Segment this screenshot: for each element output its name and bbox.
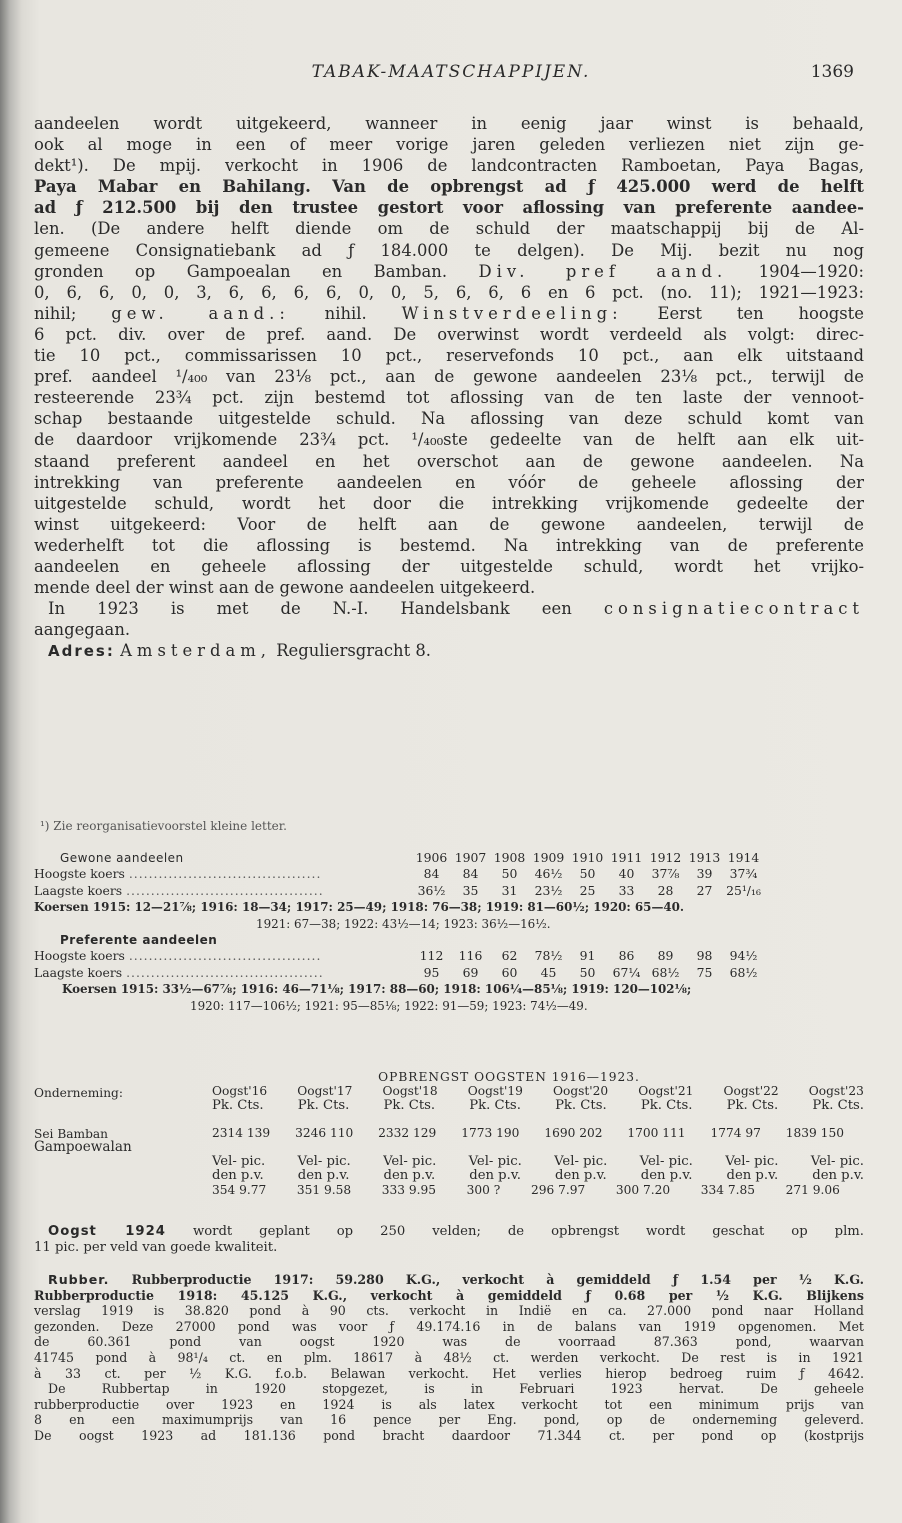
- value-cell: 28: [657, 882, 674, 898]
- value-col: 1700 111: [627, 1126, 686, 1141]
- body-line: dekt¹). De mpij. verkocht in 1906 de landcontracten Ramboetan, Paya Bagas,: [34, 156, 864, 176]
- value-col: 1690 202: [544, 1126, 603, 1141]
- value-cell: 46½: [534, 866, 563, 882]
- rubber-text: Rubberproductie 1917: 59.280 K.G., verkocht à gemiddeld ƒ 1.54 per ½ K.G.: [131, 1272, 865, 1287]
- oogst-col: Oogst'19: [467, 1084, 523, 1099]
- unit-col: Vel- pic.: [297, 1153, 351, 1169]
- unit-col: Pk. Cts.: [812, 1097, 864, 1113]
- value-cell: 68½: [651, 964, 680, 980]
- unit-col: Vel- pic.: [725, 1153, 779, 1169]
- adres-label: Adres:: [48, 642, 115, 661]
- value-cell: 25¹/₁₆: [726, 882, 761, 898]
- rubber-line: de 60.361 pond van oogst 1920 was de voorraad 87.363 pond, waarvan: [34, 1334, 864, 1350]
- leader-dots: .......................................: [128, 866, 322, 882]
- body-text: [34, 113, 864, 662]
- year-cell: 1908: [493, 850, 526, 865]
- value-col: 334 7.85: [700, 1183, 756, 1198]
- unit-col: Pk. Cts.: [555, 1097, 607, 1113]
- body-line: wederhelft tot die aflossing is bestemd. Na intrekking van de preferente: [34, 535, 864, 555]
- rubber-line: De Rubbertap in 1920 stopgezet, is in Februari 1923 hervat. De geheele: [48, 1381, 864, 1397]
- table-row: [34, 866, 763, 882]
- unit-col: Pk. Cts.: [469, 1097, 521, 1113]
- oogst-1924-line-2: 11 pic. per veld van goede kwaliteit.: [34, 1240, 278, 1256]
- leader-dots: .......................................: [128, 948, 322, 964]
- value-col: 300 ?: [466, 1183, 501, 1198]
- body-line: 6 pct. div. over de pref. aand. De overwinst wordt verdeeld als volgt: direc-: [34, 324, 864, 344]
- value-col: 296 7.97: [530, 1183, 586, 1198]
- body-line: ook al moge in een of meer vorige jaren geleden verliezen niet zijn ge-: [34, 135, 864, 155]
- unit-col: den p.v.: [555, 1168, 607, 1184]
- gewone-koers-table: [34, 850, 763, 899]
- value-col: 300 7.20: [615, 1183, 671, 1198]
- value-cell: 75: [696, 964, 713, 980]
- value-cell: 37¾: [729, 866, 758, 882]
- unit-col: Pk. Cts.: [383, 1097, 436, 1113]
- table-row: [34, 932, 763, 948]
- value-col: 2332 129: [378, 1126, 437, 1141]
- value-cell: 40: [618, 866, 635, 882]
- rubber-label: Rubber.: [48, 1272, 110, 1287]
- body-line: resteerende 23¾ pct. zijn bestemd tot aflossing van de ten laste der vennoot-: [34, 388, 864, 408]
- winstverdeeling-text: Eerst ten hoogste: [657, 303, 864, 323]
- row-label: Hoogste koers: [34, 948, 125, 964]
- adres-street: Reguliersgracht 8.: [276, 641, 432, 661]
- value-cell: 23½: [534, 882, 563, 898]
- table-row: [34, 883, 763, 899]
- unit-col: den p.v.: [212, 1168, 264, 1184]
- body-line: aandeelen en geheele aflossing der uitgestelde schuld, wordt het vrijko-: [34, 556, 864, 576]
- value-cell: 116: [458, 948, 483, 964]
- rubber-line: 8 en een maximumprijs van 16 pence per Eng. pond, op de onderneming geleverd.: [34, 1412, 864, 1428]
- consignatie-spaced: consignatiecontract: [603, 599, 864, 619]
- div-pref-years: 1904—1920:: [758, 261, 864, 281]
- value-row: [212, 1126, 864, 1140]
- den-pv-row: [212, 1169, 864, 1183]
- unit-col: den p.v.: [812, 1168, 864, 1184]
- value-col: 3246 110: [295, 1126, 354, 1141]
- value-cell: 86: [618, 948, 635, 964]
- leader-dots: ........................................: [126, 964, 324, 980]
- rubber-line: gezonden. Deze 27000 pond was voor ƒ 49.174.16 in de balans van 1919 opgenomen. Met: [34, 1318, 864, 1334]
- opbrengst-section: [34, 1070, 864, 1234]
- value-col: 1774 97: [710, 1126, 761, 1141]
- year-cell: 1911: [610, 850, 643, 865]
- vel-pic-row: [212, 1155, 864, 1169]
- onderneming-label: Onderneming:: [34, 1086, 123, 1101]
- oogst-col: Oogst'20: [553, 1084, 609, 1099]
- value-cell: 50: [579, 964, 596, 980]
- row-label: Hoogste koers: [34, 866, 125, 882]
- body-line: staand preferent aandeel en het overschot aan de gewone aandeelen. Na: [34, 451, 864, 471]
- oogst-col: Oogst'22: [723, 1084, 779, 1099]
- year-cell: 1906: [415, 850, 448, 865]
- oogst-col: Oogst'23: [808, 1084, 864, 1099]
- header-title: TABAK-MAATSCHAPPIJEN.: [311, 62, 591, 82]
- body-line-winst: [34, 303, 864, 324]
- body-line: len. (De andere helft diende om de schuld der maatschappij bij de Al-: [34, 219, 864, 239]
- value-cell: 98: [696, 948, 713, 964]
- value-cell: 31: [501, 882, 518, 898]
- body-line: ad ƒ 212.500 bij den trustee gestort voor aflossing van preferente aandee-: [34, 198, 864, 218]
- oogst-header-row: [212, 1084, 864, 1098]
- value-cell: 39: [696, 866, 713, 882]
- body-text-fragment: gronden op Gampoealan en Bamban.: [34, 261, 448, 281]
- value-cell: 84: [423, 866, 440, 882]
- value-cell: 69: [462, 964, 479, 980]
- opbrengst-columns: [212, 1084, 864, 1197]
- unit-col: Vel- pic.: [639, 1153, 693, 1169]
- pref-koers-table: [34, 932, 763, 981]
- page-number: 1369: [810, 62, 854, 82]
- pref-koersen-line-2: 1920: 117—106½; 1921: 95—85⅛; 1922: 91—59; 1923: 74½—49.: [190, 998, 588, 1013]
- rubber-section: [34, 1272, 864, 1444]
- value-col: 1839 150: [785, 1126, 844, 1141]
- unit-col: Vel- pic.: [383, 1153, 437, 1169]
- rubber-line: verslag 1919 is 38.820 pond à 90 cts. verkocht in Indië en ca. 27.000 pond naar Holland: [34, 1303, 864, 1319]
- adres-line: [34, 640, 864, 662]
- consignatie-line: [34, 598, 864, 619]
- pk-cts-row: [212, 1099, 864, 1113]
- estate-name-2: Gampoewalan: [34, 1139, 132, 1156]
- row-label: Laagste koers: [34, 882, 123, 898]
- winstverdeeling-label: Winstverdeeling:: [401, 303, 623, 323]
- unit-col: Pk. Cts.: [726, 1097, 779, 1113]
- adres-city: Amsterdam,: [120, 641, 271, 661]
- gew-aand-value: nihil.: [324, 303, 367, 323]
- value-cell: 33: [618, 882, 635, 898]
- table-row: [34, 850, 763, 866]
- value-cell: 112: [419, 948, 444, 964]
- value-cell: 84: [462, 866, 479, 882]
- oogst-1924-text: wordt geplant op 250 velden; de opbrengst wordt geschat op plm.: [192, 1224, 864, 1239]
- unit-col: Pk. Cts.: [640, 1097, 693, 1113]
- consignatie-text: In 1923 is met de N.-I. Handelsbank een: [48, 599, 572, 619]
- unit-col: Pk. Cts.: [212, 1097, 264, 1113]
- body-line: uitgestelde schuld, wordt het door die intrekking vrijkomende gedeelte der: [34, 493, 864, 513]
- value-cell: 67¼: [612, 964, 641, 980]
- value-col: 2314 139: [212, 1126, 271, 1141]
- value-cell: 68½: [729, 964, 758, 980]
- oogst-col: Oogst'17: [297, 1084, 353, 1099]
- value-col: 351 9.58: [296, 1183, 352, 1198]
- leader-dots: ........................................: [126, 882, 324, 898]
- unit-col: Pk. Cts.: [297, 1097, 350, 1113]
- gewone-koersen-line-2: 1921: 67—38; 1922: 43½—14; 1923: 36½—16½.: [256, 916, 551, 931]
- gewone-koersen-line-1: Koersen 1915: 12—21⅞; 1916: 18—34; 1917: 25—49; 1918: 76—38; 1919: 81—60½; 1920: 65—40.: [34, 900, 685, 915]
- value-cell: 89: [657, 948, 674, 964]
- running-header: [0, 62, 902, 86]
- table-row: [34, 965, 763, 981]
- year-cell: 1912: [649, 850, 682, 865]
- footnote: ¹) Zie reorganisatievoorstel kleine letter.: [40, 819, 287, 833]
- value-row: [212, 1183, 864, 1197]
- value-cell: 36½: [417, 882, 446, 898]
- unit-col: den p.v.: [383, 1168, 436, 1184]
- consignatie-post: aangegaan.: [34, 620, 131, 640]
- rubber-line: Rubberproductie 1918: 45.125 K.G., verkocht à gemiddeld ƒ 0.68 per ½ K.G. Blijkens: [34, 1287, 864, 1303]
- value-cell: 78½: [534, 948, 563, 964]
- rubber-line: à 33 ct. per ½ K.G. f.o.b. Belawan verkocht. Het verlies hierop bedroeg ruim ƒ 4642.: [34, 1365, 864, 1381]
- body-line: gemeene Consignatiebank ad ƒ 184.000 te delgen). De Mij. bezit nu nog: [34, 240, 864, 260]
- body-line: aandeelen wordt uitgekeerd, wanneer in eenig jaar winst is behaald,: [34, 114, 864, 133]
- div-pref-label: Div. pref aand.: [478, 261, 728, 281]
- unit-col: den p.v.: [726, 1168, 779, 1184]
- value-cell: 27: [696, 882, 713, 898]
- value-cell: 50: [579, 866, 596, 882]
- body-line: winst uitgekeerd: Voor de helft aan de gewone aandeelen, terwijl de: [34, 514, 864, 534]
- rubber-line: De oogst 1923 ad 181.136 pond bracht daardoor 71.344 ct. per pond op (kostprijs: [34, 1427, 864, 1443]
- unit-col: Vel- pic.: [468, 1153, 522, 1169]
- value-cell: 45: [540, 964, 557, 980]
- value-cell: 95: [423, 964, 440, 980]
- body-line-dividend: [34, 261, 864, 282]
- body-line: pref. aandeel ¹/₄₀₀ van 23⅛ pct., aan de gewone aandeelen 23⅛ pct., terwijl de: [34, 367, 864, 387]
- value-col: 333 9.95: [381, 1183, 437, 1198]
- value-col: 271 9.06: [785, 1183, 840, 1198]
- row-label: Laagste koers: [34, 964, 123, 980]
- estate-name: [34, 1128, 209, 1154]
- table-row: [34, 948, 763, 964]
- year-cell: 1914: [727, 850, 760, 865]
- oogst-1924-label: Oogst 1924: [48, 1224, 166, 1239]
- year-cell: 1907: [454, 850, 487, 865]
- opbrengst-table: [34, 1084, 864, 1234]
- gew-aand-label: gew. aand.:: [111, 303, 290, 323]
- oogst-col: Oogst'16: [212, 1084, 268, 1099]
- unit-col: Vel- pic.: [212, 1153, 266, 1169]
- value-cell: 50: [501, 866, 518, 882]
- gewone-title: Gewone aandeelen: [60, 851, 184, 865]
- unit-col: den p.v.: [297, 1168, 350, 1184]
- oogst-1924-line: [34, 1224, 864, 1240]
- estate-name-1: Sei Bamban: [34, 1127, 109, 1142]
- body-text-fragment: nihil;: [34, 303, 77, 323]
- value-cell: 37⅞: [651, 866, 680, 882]
- value-col: 1773 190: [461, 1126, 520, 1141]
- pref-koersen-line-1: Koersen 1915: 33½—67⅞; 1916: 46—71⅛; 1917: 88—60; 1918: 106¼—85⅛; 1919: 120—102⅛;: [62, 982, 692, 997]
- unit-col: den p.v.: [640, 1168, 693, 1184]
- unit-col: Vel- pic.: [554, 1153, 608, 1169]
- body-line: de daardoor vrijkomende 23¾ pct. ¹/₄₀₀ste gedeelte van de helft aan elk uit-: [34, 430, 864, 450]
- koersen-section: [34, 850, 864, 1014]
- oogst-col: Oogst'18: [382, 1084, 438, 1099]
- value-cell: 60: [501, 964, 518, 980]
- rubber-line: rubberproductie over 1923 en 1924 is als latex verkocht tot een minimum prijs van: [34, 1396, 864, 1412]
- value-cell: 25: [579, 882, 596, 898]
- unit-col: Vel- pic.: [810, 1153, 864, 1169]
- value-cell: 94½: [729, 948, 758, 964]
- year-cell: 1910: [571, 850, 604, 865]
- body-line: schap bestaande uitgestelde schuld. Na aflossing van deze schuld komt van: [34, 409, 864, 429]
- rubber-line: 41745 pond à 98¹/₄ ct. en plm. 18617 à 48½ ct. werden verkocht. De rest is in 1921: [34, 1349, 864, 1365]
- body-line: 0, 6, 6, 0, 0, 3, 6, 6, 6, 6, 0, 0, 5, 6, 6, 6 en 6 pct. (no. 11); 1921—1923:: [34, 282, 864, 302]
- body-line: tie 10 pct., commissarissen 10 pct., reservefonds 10 pct., aan elk uitstaand: [34, 346, 864, 366]
- year-cell: 1913: [688, 850, 721, 865]
- pref-title: Preferente aandeelen: [60, 933, 218, 948]
- year-cell: 1909: [532, 850, 565, 865]
- value-cell: 91: [579, 948, 596, 964]
- opbrengst-title: OPBRENGST OOGSTEN 1916—1923.: [378, 1070, 640, 1084]
- unit-col: den p.v.: [469, 1168, 521, 1184]
- body-line: Paya Mabar en Bahilang. Van de opbrengst ad ƒ 425.000 werd de helft: [34, 177, 864, 197]
- value-cell: 62: [501, 948, 518, 964]
- body-line: intrekking van preferente aandeelen en vóór de geheele aflossing der: [34, 472, 864, 492]
- oogst-col: Oogst'21: [638, 1084, 694, 1099]
- value-cell: 35: [462, 882, 479, 898]
- oogst-1924-section: [34, 1224, 864, 1256]
- value-col: 354 9.77: [212, 1183, 267, 1198]
- rubber-line-1: [34, 1272, 864, 1288]
- body-line: mende deel der winst aan de gewone aandeelen uitgekeerd.: [34, 578, 536, 598]
